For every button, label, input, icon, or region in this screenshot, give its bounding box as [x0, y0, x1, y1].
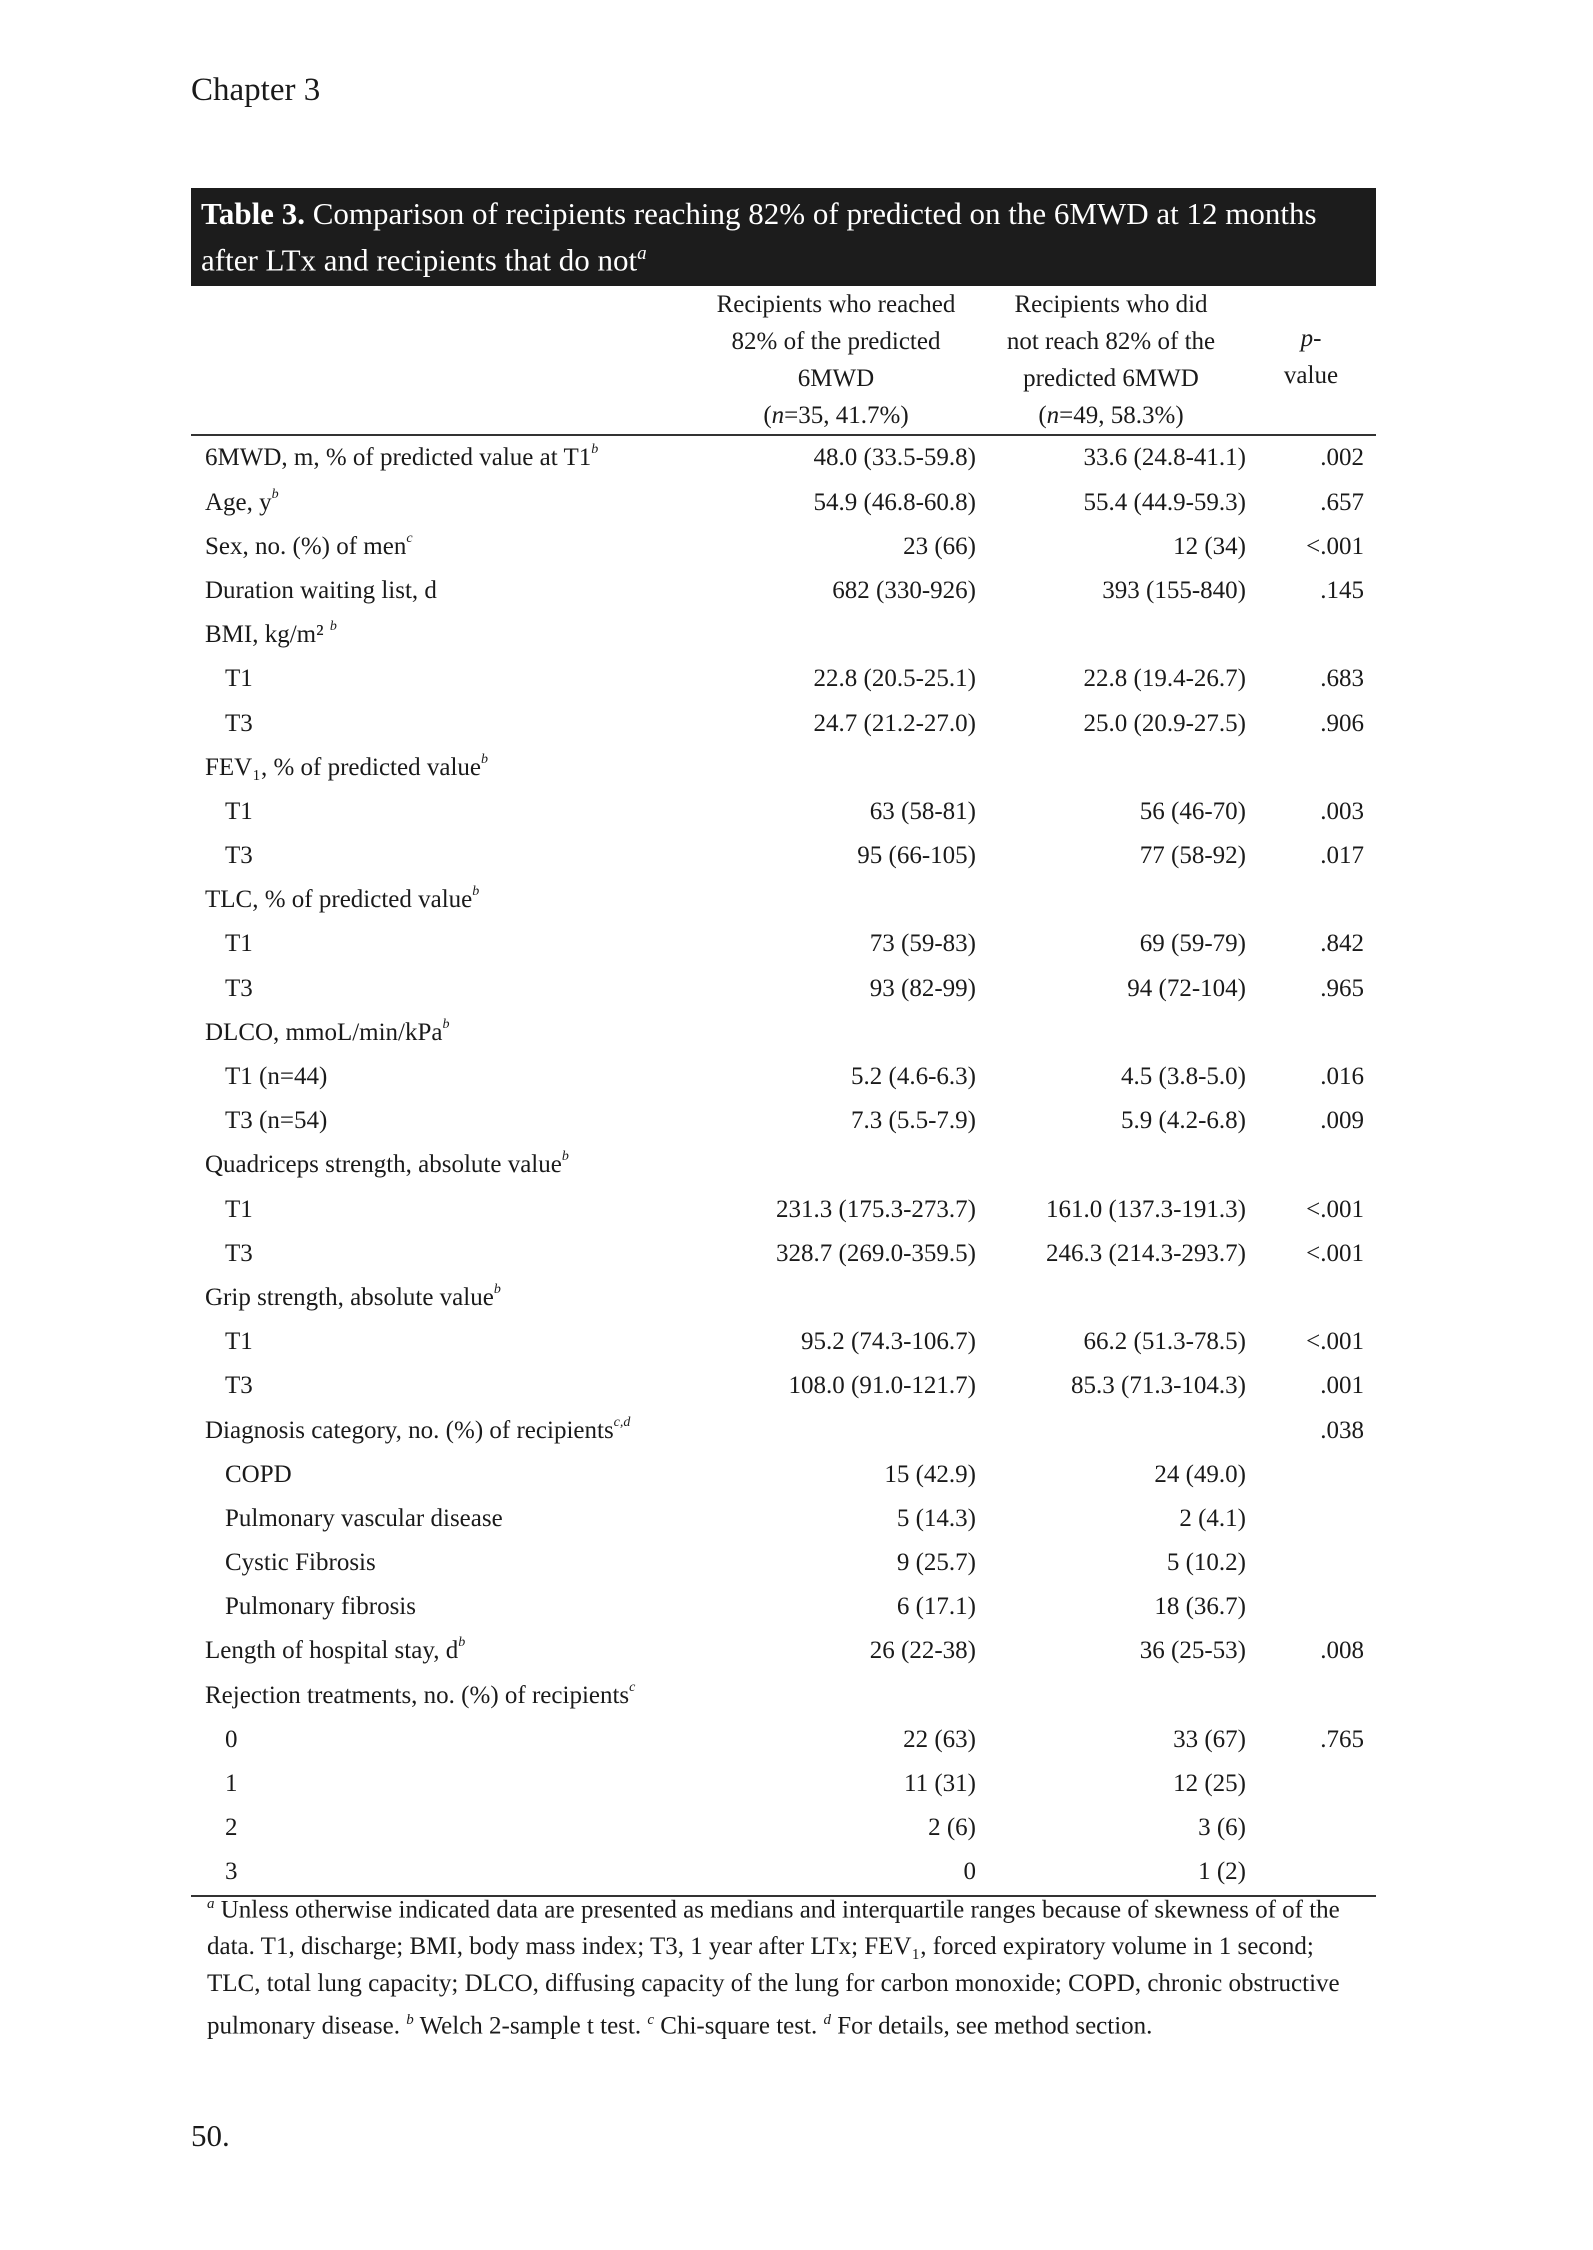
reached-value: 63 (58-81) — [869, 797, 976, 825]
not-reached-value: 22.8 (19.4-26.7) — [1083, 665, 1246, 693]
not-reached-value — [976, 1276, 1246, 1320]
reached-value: 48.0 (33.5-59.8) — [813, 444, 976, 472]
p-value: .003 — [1320, 797, 1364, 825]
p-value — [1246, 1674, 1376, 1718]
reached-value: 0 — [963, 1858, 976, 1886]
row-label: Grip strength, absolute value$^b$ — [205, 1281, 501, 1311]
table-row — [191, 657, 1376, 701]
p-value: .002 — [1320, 444, 1364, 472]
row-label: T3 — [225, 842, 253, 870]
reached-value: 5.2 (4.6-6.3) — [851, 1063, 976, 1091]
p-value — [1246, 1143, 1376, 1187]
p-value: .017 — [1320, 842, 1364, 870]
row-label: BMI, kg/m² $^b$ — [205, 619, 337, 649]
table-row — [191, 878, 1376, 922]
row-label: Age, y$^b$ — [205, 486, 279, 516]
reached-value: 22.8 (20.5-25.1) — [813, 665, 976, 693]
row-label: Diagnosis category, no. (%) of recipients$^{c,d}$ — [205, 1414, 631, 1444]
reached-value: 231.3 (175.3-273.7) — [776, 1195, 976, 1223]
row-label: FEV₁, % of predicted value$^b$ — [205, 751, 488, 781]
table-row — [191, 1143, 1376, 1187]
p-value — [1246, 613, 1376, 657]
p-value: .145 — [1320, 576, 1364, 604]
row-label: T3 — [225, 1372, 253, 1400]
not-reached-value: 24 (49.0) — [1154, 1460, 1246, 1488]
p-value: <.001 — [1306, 1195, 1364, 1223]
row-label: T3 — [225, 974, 253, 1002]
table-row — [191, 701, 1376, 745]
row-label: 6MWD, m, % of predicted value at T1$^b$ — [205, 442, 599, 472]
table-title-footnote-mark: a — [637, 243, 647, 264]
table-row — [191, 525, 1376, 569]
table-row — [191, 1276, 1376, 1320]
reached-value: 6 (17.1) — [896, 1593, 976, 1621]
reached-value: 328.7 (269.0-359.5) — [776, 1239, 976, 1267]
reached-value: 93 (82-99) — [869, 974, 976, 1002]
p-value: .016 — [1320, 1063, 1364, 1091]
not-reached-value — [976, 1408, 1246, 1452]
p-value — [1246, 1541, 1376, 1585]
table-row — [191, 1718, 1376, 1762]
row-label: T1 — [225, 1328, 253, 1356]
not-reached-value: 94 (72-104) — [1127, 974, 1246, 1002]
not-reached-value: 33 (67) — [1173, 1725, 1246, 1753]
p-value — [1246, 1585, 1376, 1629]
reached-value — [696, 1143, 976, 1187]
not-reached-value: 3 (6) — [1198, 1814, 1246, 1842]
p-value: .683 — [1320, 665, 1364, 693]
reached-value: 11 (31) — [904, 1770, 976, 1798]
reached-value: 108.0 (91.0-121.7) — [788, 1372, 976, 1400]
p-value: .965 — [1320, 974, 1364, 1002]
p-value: .842 — [1320, 930, 1364, 958]
not-reached-value: 69 (59-79) — [1139, 930, 1246, 958]
row-label: COPD — [225, 1460, 292, 1488]
not-reached-value — [976, 878, 1246, 922]
table-row — [191, 834, 1376, 878]
reached-value: 15 (42.9) — [884, 1460, 976, 1488]
table-title-label: Table 3. — [201, 196, 305, 231]
p-value — [1246, 1806, 1376, 1850]
header-p-value: p- value — [1283, 324, 1339, 389]
row-label: Length of hospital stay, d$^b$ — [205, 1635, 466, 1665]
table-row — [191, 1453, 1376, 1497]
header-not-reached-group: Recipients who did not reach 82% of the predicted 6MWD (n=49, 58.3%) — [1006, 291, 1216, 430]
reached-value: 24.7 (21.2-27.0) — [813, 709, 976, 737]
not-reached-value: 56 (46-70) — [1139, 797, 1246, 825]
reached-value: 9 (25.7) — [896, 1549, 976, 1577]
row-label: Cystic Fibrosis — [225, 1549, 376, 1577]
p-value — [1246, 1762, 1376, 1806]
table-body — [191, 435, 1376, 1895]
table-row — [191, 790, 1376, 834]
p-value: .765 — [1320, 1725, 1364, 1753]
p-value: <.001 — [1306, 1328, 1364, 1356]
row-label: T3 (n=54) — [225, 1107, 328, 1135]
p-value — [1246, 1453, 1376, 1497]
row-label: T3 — [225, 709, 253, 737]
table-row — [191, 1232, 1376, 1276]
not-reached-value: 77 (58-92) — [1139, 842, 1246, 870]
table-row — [191, 922, 1376, 966]
reached-value: 5 (14.3) — [896, 1504, 976, 1532]
row-label: Pulmonary fibrosis — [225, 1593, 416, 1621]
p-value — [1246, 1276, 1376, 1320]
table-footnote: $^a$ Unless otherwise indicated data are presented as medians and interquartile ranges because of skewness of of the data. T1, discharge; BMI, body mass index; T3, 1 year after LTx; FEV₁, forced expiratory volume in 1 second; TLC, total lung capacity; DLCO, diffusing capacity of the lung for carbon monoxide; COPD, chronic obstructive pulmonary disease. $^b$ Welch 2-sample t test. $^c$ Chi-square test. $^d$ For details, see method section. — [207, 1896, 1340, 2040]
not-reached-value — [976, 746, 1246, 790]
reached-value — [696, 1408, 976, 1452]
not-reached-value: 2 (4.1) — [1179, 1504, 1246, 1532]
p-value: .906 — [1320, 709, 1364, 737]
not-reached-value: 18 (36.7) — [1154, 1593, 1246, 1621]
not-reached-value: 5 (10.2) — [1166, 1549, 1246, 1577]
table-row — [191, 1541, 1376, 1585]
data-table-container — [191, 188, 1376, 1897]
table-row — [191, 481, 1376, 525]
table-row — [191, 613, 1376, 657]
not-reached-value: 161.0 (137.3-191.3) — [1046, 1195, 1246, 1223]
reached-value: 23 (66) — [903, 532, 976, 560]
table-row — [191, 1188, 1376, 1232]
reached-value: 26 (22-38) — [869, 1637, 976, 1665]
p-value — [1246, 1011, 1376, 1055]
reached-value: 54.9 (46.8-60.8) — [813, 488, 976, 516]
chapter-heading: Chapter 3 — [191, 72, 321, 108]
reached-value: 682 (330-926) — [832, 576, 976, 604]
reached-value — [696, 878, 976, 922]
row-label: T1 — [225, 930, 253, 958]
reached-value: 7.3 (5.5-7.9) — [851, 1107, 976, 1135]
reached-value: 22 (63) — [903, 1725, 976, 1753]
table-row — [191, 435, 1376, 480]
table-row — [191, 1011, 1376, 1055]
not-reached-value — [976, 1143, 1246, 1187]
row-label: 0 — [225, 1725, 238, 1753]
row-label: Rejection treatments, no. (%) of recipients$^c$ — [205, 1679, 636, 1709]
p-value: .001 — [1320, 1372, 1364, 1400]
row-label: Duration waiting list, d — [205, 576, 437, 604]
not-reached-value: 25.0 (20.9-27.5) — [1083, 709, 1246, 737]
table-row — [191, 569, 1376, 613]
row-label: T1 (n=44) — [225, 1063, 328, 1091]
table-header-row — [191, 286, 1376, 435]
row-label: T1 — [225, 797, 253, 825]
row-label: Pulmonary vascular disease — [225, 1504, 503, 1532]
p-value — [1246, 878, 1376, 922]
not-reached-value: 55.4 (44.9-59.3) — [1083, 488, 1246, 516]
not-reached-value — [976, 1674, 1246, 1718]
p-value: .038 — [1320, 1416, 1364, 1444]
reached-value: 2 (6) — [928, 1814, 976, 1842]
not-reached-value: 36 (25-53) — [1139, 1637, 1246, 1665]
not-reached-value: 66.2 (51.3-78.5) — [1083, 1328, 1246, 1356]
not-reached-value: 12 (25) — [1173, 1770, 1246, 1798]
row-label: 1 — [225, 1770, 238, 1798]
table-row — [191, 1806, 1376, 1850]
table-row — [191, 1629, 1376, 1673]
p-value — [1246, 746, 1376, 790]
reached-value — [696, 746, 976, 790]
table-row — [191, 1320, 1376, 1364]
reached-value — [696, 1011, 976, 1055]
not-reached-value — [976, 1011, 1246, 1055]
reached-value: 95 (66-105) — [857, 842, 976, 870]
p-value: .009 — [1320, 1107, 1364, 1135]
table-title-text: Comparison of recipients reaching 82% of predicted on the 6MWD at 12 months after LTx and recipients that do not — [201, 196, 1317, 278]
row-label: Quadriceps strength, absolute value$^b$ — [205, 1149, 569, 1179]
header-reached-group: Recipients who reached 82% of the predicted 6MWD (n=35, 41.7%) — [716, 291, 956, 430]
table-title — [191, 188, 1376, 286]
p-value: <.001 — [1306, 532, 1364, 560]
table-row — [191, 1497, 1376, 1541]
table-row — [191, 1585, 1376, 1629]
reached-value: 95.2 (74.3-106.7) — [801, 1328, 976, 1356]
not-reached-value: 5.9 (4.2-6.8) — [1121, 1107, 1246, 1135]
row-label: 3 — [225, 1858, 238, 1886]
row-label: T1 — [225, 665, 253, 693]
table-row — [191, 1364, 1376, 1408]
reached-value — [696, 613, 976, 657]
p-value: .657 — [1320, 488, 1364, 516]
p-value: .008 — [1320, 1637, 1364, 1665]
comparison-table — [191, 286, 1376, 1896]
table-row — [191, 1408, 1376, 1452]
not-reached-value: 4.5 (3.8-5.0) — [1121, 1063, 1246, 1091]
not-reached-value: 1 (2) — [1198, 1858, 1246, 1886]
not-reached-value: 85.3 (71.3-104.3) — [1071, 1372, 1246, 1400]
not-reached-value: 12 (34) — [1173, 532, 1246, 560]
row-label: Sex, no. (%) of men$^c$ — [205, 530, 413, 560]
table-row — [191, 1055, 1376, 1099]
reached-value — [696, 1674, 976, 1718]
reached-value: 73 (59-83) — [869, 930, 976, 958]
not-reached-value: 246.3 (214.3-293.7) — [1046, 1239, 1246, 1267]
row-label: 2 — [225, 1814, 238, 1842]
row-label: TLC, % of predicted value$^b$ — [205, 884, 480, 914]
not-reached-value — [976, 613, 1246, 657]
table-row — [191, 1674, 1376, 1718]
row-label: T3 — [225, 1239, 253, 1267]
table-row — [191, 1099, 1376, 1143]
page-number: 50. — [191, 2118, 230, 2153]
p-value — [1246, 1497, 1376, 1541]
header-label-col — [191, 286, 696, 435]
row-label: T1 — [225, 1195, 253, 1223]
not-reached-value: 393 (155-840) — [1102, 576, 1246, 604]
table-row — [191, 746, 1376, 790]
table-row — [191, 1762, 1376, 1806]
reached-value — [696, 1276, 976, 1320]
not-reached-value: 33.6 (24.8-41.1) — [1083, 444, 1246, 472]
p-value: <.001 — [1306, 1239, 1364, 1267]
table-row — [191, 967, 1376, 1011]
row-label: DLCO, mmoL/min/kPa$^b$ — [205, 1016, 450, 1046]
